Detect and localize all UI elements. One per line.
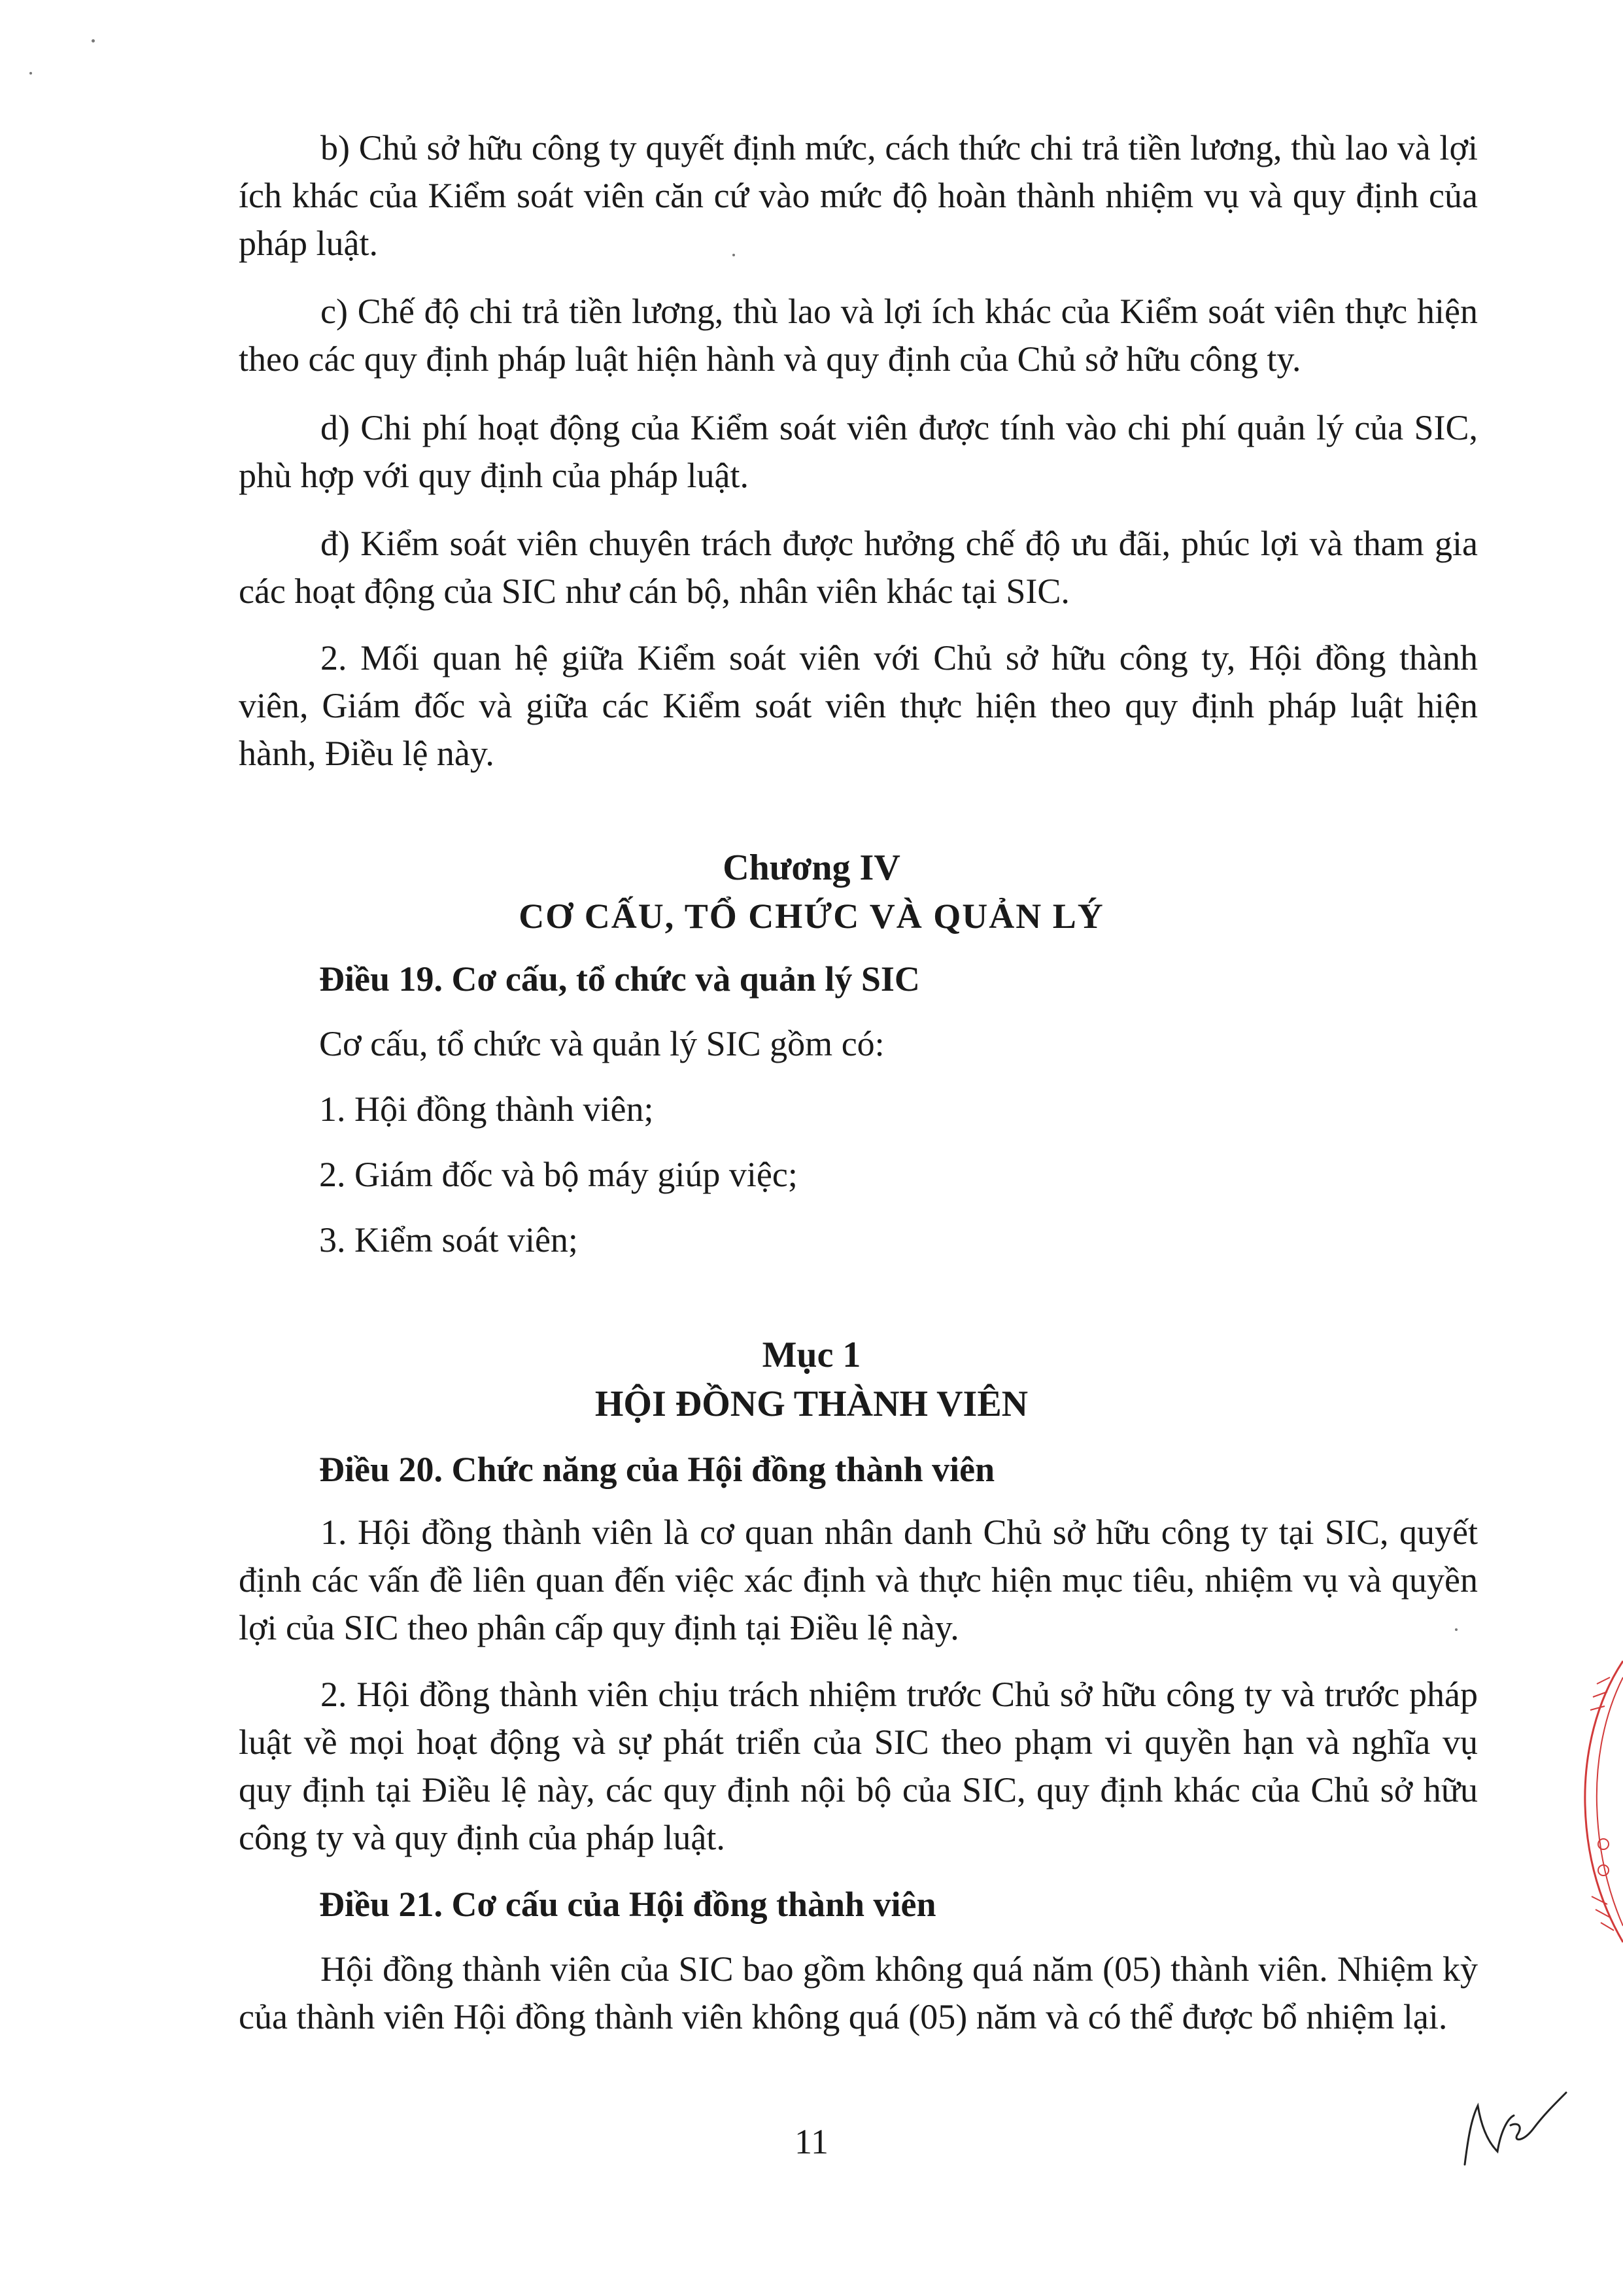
article-19-intro: Cơ cấu, tổ chức và quản lý SIC gồm có:	[319, 1024, 885, 1063]
scan-speck	[92, 39, 95, 43]
scan-speck	[1455, 1628, 1458, 1631]
chapter-title: CƠ CẤU, TỔ CHỨC VÀ QUẢN LÝ	[519, 897, 1104, 936]
article-20-paragraph-2: 2. Hội đồng thành viên chịu trách nhiệm trước Chủ sở hữu công ty và trước pháp luật về mọi hoạt động và sự phát triển của SIC theo phạm vi quyền hạn và nghĩa vụ quy định tại Điều lệ này, các quy định nội bộ của SIC, quy định khác của Chủ sở hữu công ty và quy định của pháp luật.	[239, 1675, 1478, 1857]
paragraph-dd: đ) Kiểm soát viên chuyên trách được hưởng chế độ ưu đãi, phúc lợi và tham gia các hoạt động của SIC như cán bộ, nhân viên khác tại SIC.	[239, 524, 1478, 611]
article-19-title: Điều 19. Cơ cấu, tổ chức và quản lý SIC	[319, 959, 920, 999]
scan-speck	[732, 254, 735, 256]
partial-seal-stamp	[1577, 1648, 1623, 1955]
paragraph-2-relationship: 2. Mối quan hệ giữa Kiểm soát viên với Chủ sở hữu công ty, Hội đồng thành viên, Giám đốc và giữa các Kiểm soát viên thực hiện theo quy định pháp luật hiện hành, Điều lệ này.	[239, 638, 1478, 773]
section-label: Mục 1	[762, 1335, 861, 1375]
article-19-item-2: 2. Giám đốc và bộ máy giúp việc;	[319, 1155, 798, 1194]
section-title: HỘI ĐỒNG THÀNH VIÊN	[594, 1384, 1029, 1424]
chapter-label: Chương IV	[723, 848, 900, 888]
paragraph-b: b) Chủ sở hữu công ty quyết định mức, cách thức chi trả tiền lương, thù lao và lợi ích khác của Kiểm soát viên căn cứ vào mức độ hoàn thành nhiệm vụ và quy định của pháp luật.	[239, 128, 1478, 263]
article-19-item-1: 1. Hội đồng thành viên;	[319, 1089, 654, 1129]
article-19-item-3: 3. Kiểm soát viên;	[319, 1220, 578, 1259]
article-21-title: Điều 21. Cơ cấu của Hội đồng thành viên	[319, 1885, 936, 1924]
article-20-title: Điều 20. Chức năng của Hội đồng thành viên	[319, 1450, 995, 1489]
article-20-paragraph-1: 1. Hội đồng thành viên là cơ quan nhân danh Chủ sở hữu công ty tại SIC, quyết định các vấn đề liên quan đến việc xác định và thực hiện mục tiêu, nhiệm vụ và quyền lợi của SIC theo phân cấp quy định tại Điều lệ này.	[239, 1513, 1478, 1647]
article-21-paragraph: Hội đồng thành viên của SIC bao gồm không quá năm (05) thành viên. Nhiệm kỳ của thành viên Hội đồng thành viên không quá (05) năm và có thể được bổ nhiệm lại.	[239, 1949, 1478, 2036]
scan-speck	[29, 72, 32, 75]
paragraph-d: d) Chi phí hoạt động của Kiểm soát viên được tính vào chi phí quản lý của SIC, phù hợp với quy định của pháp luật.	[239, 408, 1478, 495]
paragraph-c: c) Chế độ chi trả tiền lương, thù lao và lợi ích khác của Kiểm soát viên thực hiện theo các quy định pháp luật hiện hành và quy định của Chủ sở hữu công ty.	[239, 292, 1478, 379]
handwritten-initials-signature	[1452, 2080, 1569, 2171]
page-number: 11	[794, 2122, 829, 2161]
